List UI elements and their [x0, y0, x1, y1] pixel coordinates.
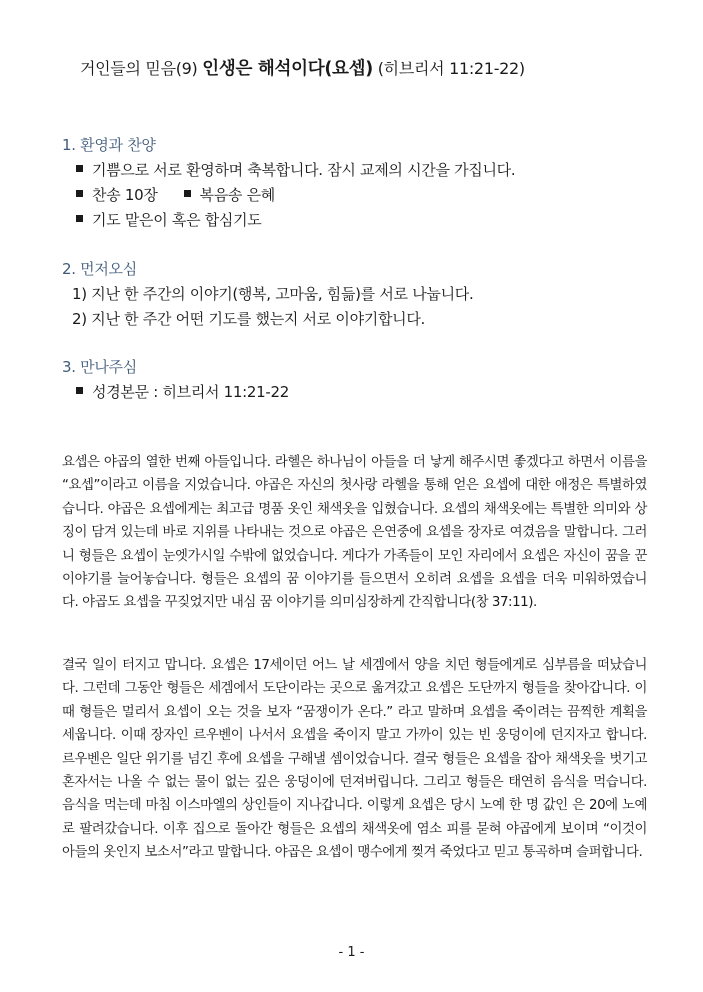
bullet-icon	[76, 215, 83, 222]
list-item-text: 기쁨으로 서로 환영하며 축복합니다. 잠시 교제의 시간을 가집니다.	[92, 161, 516, 179]
title-reference: (히브리서 11:21-22)	[377, 59, 525, 78]
bullet-icon	[76, 387, 83, 394]
section-scripture	[62, 355, 289, 405]
bullet-icon	[76, 190, 83, 197]
section-welcome	[62, 133, 515, 233]
list-item	[62, 208, 515, 233]
title-series: 거인들의 믿음(9)	[80, 59, 198, 78]
list-item-text: 기도 맡은이 혹은 합심기도	[92, 211, 262, 229]
list-item: 1) 지난 한 주간의 이야기(행복, 고마움, 힘듦)를 서로 나눕니다.	[72, 285, 474, 303]
list-item	[62, 183, 515, 208]
bullet-icon	[184, 190, 191, 197]
page-number: - 1 -	[338, 945, 365, 960]
list-item-text: 성경본문 : 히브리서 11:21-22	[92, 383, 290, 401]
page-title	[80, 55, 525, 80]
body-paragraph: 요셉은 야곱의 열한 번째 아들입니다. 라헬은 하나님이 아들을 더 낳게 해주시면 좋겠다고 하면서 이름을 “요셉”이라고 이름을 지었습니다. 야곱은 자신의 첫사랑 라헬을 통해 얻은 요셉에 대한 애정은 특별하였습니다. 야곱은 요셉에게는 최고급 명품 옷인 채색옷을 입혔습니다. 요셉의 채색옷에는 특별한 의미와 상징이 담겨 있는데 바로 지위를 나타내는 것으로 야곱은 은연중에 요셉을 장자로 여겼음을 말합니다. 그러니 형들은 요셉이 눈엣가시일 수밖에 없었습니다. 게다가 가족들이 모인 자리에서 요셉은 자신이 꿈을 꾼 이야기를 늘어놓습니다. 형들은 요셉의 꿈 이야기를 들으면서 오히려 요셉을 요셉을 더욱 미워하였습니다. 야곱도 요셉을 꾸짖었지만 내심 꿈 이야기를 의미심장하게 간직합니다(창 37:11).	[62, 455, 647, 611]
body-paragraph: 결국 일이 터지고 맙니다. 요셉은 17세이던 어느 날 세겜에서 양을 치던 형들에게로 심부름을 떠났습니다. 그런데 그동안 형들은 세겜에서 도단이라는 곳으로 옮겨갔고 요셉은 도단까지 형들을 찾아갑니다. 이때 형들은 멀리서 요셉이 오는 것을 보자 “꿈쟁이가 온다.” 라고 말하며 요셉을 죽이려는 끔찍한 계획을 세웁니다. 이때 장자인 르우벤이 나서서 요셉을 죽이지 말고 가까이 있는 빈 웅덩이에 던지자고 합니다. 르우벤은 일단 위기를 넘긴 후에 요셉을 구해낼 셈이었습니다. 결국 형들은 요셉을 잡아 채색옷을 벗기고 혼자서는 나올 수 없는 물이 없는 깊은 웅덩이에 던져버립니다. 그리고 형들은 태연히 음식을 먹습니다. 음식을 먹는데 마침 이스마엘의 상인들이 지나갑니다. 이렇게 요셉은 당시 노예 한 명 값인 은 20에 노예로 팔려갔습니다. 이후 집으로 돌아간 형들은 요셉의 채색옷에 염소 피를 묻혀 야곱에게 보이며 “이것이 아들의 옷인지 보소서”라고 말합니다. 야곱은 요셉이 맹수에게 찢겨 죽었다고 믿고 통곡하며 슬퍼합니다.	[62, 658, 647, 861]
section-heading: 1. 환영과 찬양	[62, 136, 156, 154]
title-main: 인생은 해석이다(요셉)	[202, 59, 373, 79]
list-item: 2) 지난 한 주간 어떤 기도를 했는지 서로 이야기합니다.	[72, 310, 426, 328]
section-heading: 2. 먼저오심	[62, 260, 137, 278]
list-item-text: 찬송 10장	[92, 186, 158, 204]
section-heading: 3. 만나주심	[62, 358, 137, 376]
section-sharing	[62, 257, 473, 332]
bullet-icon	[76, 165, 83, 172]
list-item	[62, 158, 515, 183]
list-item	[62, 380, 289, 405]
list-item-text: 복음송 은혜	[199, 186, 275, 204]
